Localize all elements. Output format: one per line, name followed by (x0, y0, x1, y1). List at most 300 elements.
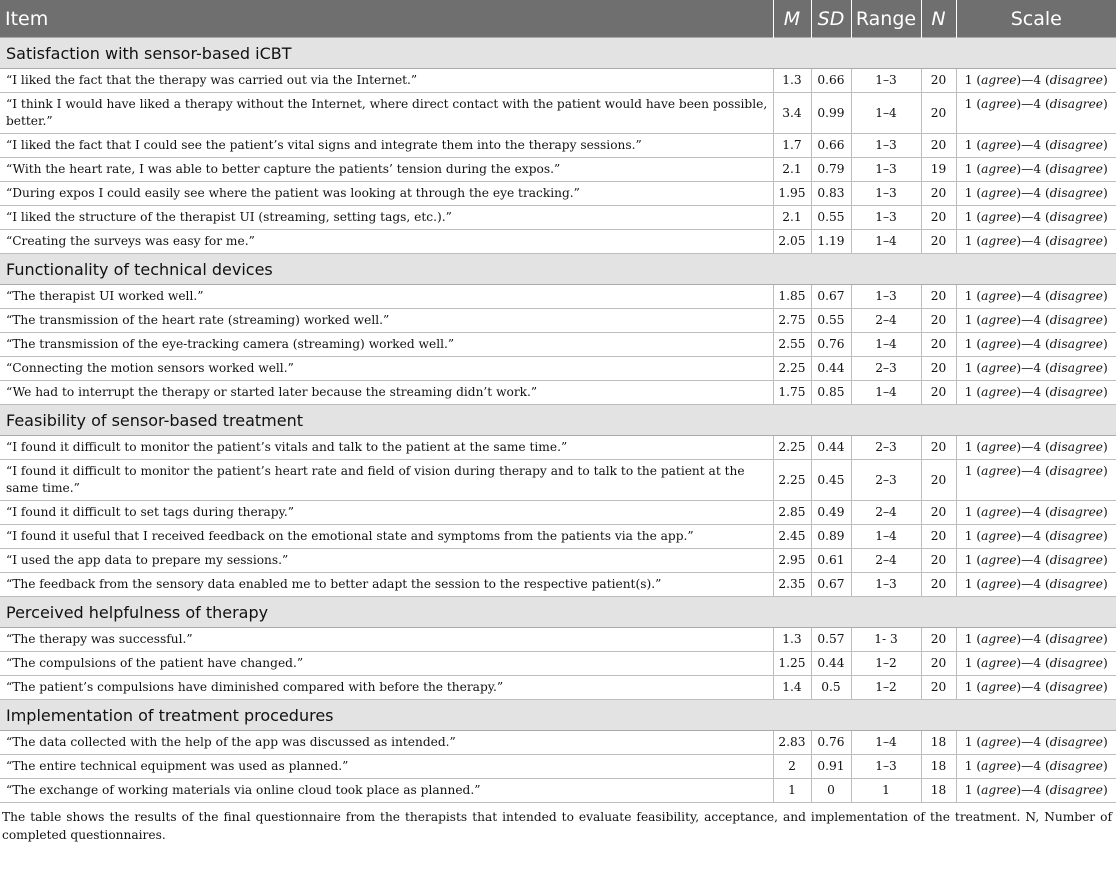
range-cell: 2–3 (851, 436, 921, 460)
scale-middle: )—4 ( (1016, 577, 1050, 591)
n-cell: 20 (921, 285, 956, 309)
scale-disagree: disagree (1049, 632, 1104, 646)
scale-agree: agree (981, 337, 1017, 351)
table-row (0, 333, 1116, 357)
scale-prefix: 1 ( (964, 440, 982, 454)
n-cell: 20 (921, 573, 956, 597)
n-cell: 20 (921, 182, 956, 206)
scale-agree: agree (981, 759, 1017, 773)
scale-prefix: 1 ( (964, 783, 982, 797)
range-cell: 1–3 (851, 573, 921, 597)
range-cell: 2–3 (851, 460, 921, 501)
scale-prefix: 1 ( (964, 138, 982, 152)
scale-prefix: 1 ( (964, 680, 982, 694)
scale-agree: agree (981, 385, 1017, 399)
section-title: Feasibility of sensor-based treatment (0, 405, 1116, 436)
table-row (0, 652, 1116, 676)
range-cell: 1–3 (851, 755, 921, 779)
n-cell: 19 (921, 158, 956, 182)
scale-middle: )—4 ( (1016, 440, 1050, 454)
table-body (0, 38, 1116, 803)
scale-suffix: ) (1103, 385, 1108, 399)
scale-agree: agree (981, 577, 1017, 591)
n-cell: 18 (921, 731, 956, 755)
range-cell: 2–3 (851, 357, 921, 381)
item-cell: “We had to interrupt the therapy or started later because the streaming didn’t work.” (0, 381, 773, 405)
scale-agree: agree (981, 553, 1017, 567)
m-cell: 2.75 (773, 309, 811, 333)
m-cell: 2.35 (773, 573, 811, 597)
scale-agree: agree (981, 162, 1017, 176)
n-cell: 20 (921, 93, 956, 134)
scale-prefix: 1 ( (964, 313, 982, 327)
table-row (0, 381, 1116, 405)
scale-agree: agree (981, 210, 1017, 224)
scale-disagree: disagree (1049, 783, 1104, 797)
scale-disagree: disagree (1049, 759, 1104, 773)
scale-middle: )—4 ( (1016, 186, 1050, 200)
scale-cell (956, 676, 1116, 700)
scale-cell (956, 549, 1116, 573)
n-cell: 20 (921, 525, 956, 549)
scale-middle: )—4 ( (1016, 656, 1050, 670)
sd-cell: 0.67 (811, 573, 851, 597)
n-cell: 20 (921, 549, 956, 573)
scale-cell (956, 134, 1116, 158)
table-row (0, 501, 1116, 525)
header-sd: SD (811, 0, 851, 38)
sd-cell: 0.89 (811, 525, 851, 549)
item-cell: “The data collected with the help of the app was discussed as intended.” (0, 731, 773, 755)
n-cell: 20 (921, 460, 956, 501)
scale-middle: )—4 ( (1016, 385, 1050, 399)
range-cell: 1–3 (851, 69, 921, 93)
scale-cell (956, 333, 1116, 357)
scale-prefix: 1 ( (964, 337, 982, 351)
scale-agree: agree (981, 529, 1017, 543)
scale-agree: agree (981, 234, 1017, 248)
m-cell: 1.3 (773, 628, 811, 652)
section-row (0, 700, 1116, 731)
sd-cell: 0.55 (811, 206, 851, 230)
m-cell: 1 (773, 779, 811, 803)
scale-cell (956, 779, 1116, 803)
scale-prefix: 1 ( (964, 464, 982, 478)
scale-cell (956, 182, 1116, 206)
header-scale: Scale (956, 0, 1116, 38)
scale-suffix: ) (1103, 553, 1108, 567)
scale-suffix: ) (1103, 577, 1108, 591)
scale-cell (956, 357, 1116, 381)
table-row (0, 628, 1116, 652)
scale-middle: )—4 ( (1016, 210, 1050, 224)
range-cell: 2–4 (851, 309, 921, 333)
scale-suffix: ) (1103, 656, 1108, 670)
n-cell: 20 (921, 652, 956, 676)
scale-disagree: disagree (1049, 505, 1104, 519)
range-cell: 1–3 (851, 285, 921, 309)
sd-cell: 0.49 (811, 501, 851, 525)
section-title: Functionality of technical devices (0, 254, 1116, 285)
m-cell: 1.75 (773, 381, 811, 405)
scale-disagree: disagree (1049, 553, 1104, 567)
scale-disagree: disagree (1049, 210, 1104, 224)
scale-disagree: disagree (1049, 162, 1104, 176)
m-cell: 2.25 (773, 357, 811, 381)
table-row (0, 93, 1116, 134)
scale-suffix: ) (1103, 73, 1108, 87)
sd-cell: 0.44 (811, 436, 851, 460)
n-cell: 20 (921, 69, 956, 93)
range-cell: 1–4 (851, 731, 921, 755)
scale-disagree: disagree (1049, 577, 1104, 591)
scale-suffix: ) (1103, 759, 1108, 773)
m-cell: 1.4 (773, 676, 811, 700)
scale-agree: agree (981, 656, 1017, 670)
scale-cell (956, 285, 1116, 309)
header-item: Item (0, 0, 773, 38)
range-cell: 1–4 (851, 525, 921, 549)
scale-suffix: ) (1103, 505, 1108, 519)
scale-agree: agree (981, 464, 1017, 478)
scale-prefix: 1 ( (964, 735, 982, 749)
sd-cell: 0.91 (811, 755, 851, 779)
item-cell: “The entire technical equipment was used as planned.” (0, 755, 773, 779)
scale-middle: )—4 ( (1016, 337, 1050, 351)
m-cell: 2.45 (773, 525, 811, 549)
scale-agree: agree (981, 97, 1017, 111)
header-m: M (773, 0, 811, 38)
m-cell: 2.83 (773, 731, 811, 755)
scale-disagree: disagree (1049, 289, 1104, 303)
range-cell: 1–3 (851, 206, 921, 230)
scale-agree: agree (981, 73, 1017, 87)
section-row (0, 254, 1116, 285)
scale-suffix: ) (1103, 313, 1108, 327)
scale-middle: )—4 ( (1016, 632, 1050, 646)
scale-prefix: 1 ( (964, 577, 982, 591)
item-cell: “The transmission of the eye-tracking camera (streaming) worked well.” (0, 333, 773, 357)
table-row (0, 158, 1116, 182)
n-cell: 20 (921, 134, 956, 158)
n-cell: 20 (921, 676, 956, 700)
range-cell: 2–4 (851, 501, 921, 525)
scale-cell (956, 69, 1116, 93)
scale-suffix: ) (1103, 361, 1108, 375)
n-cell: 20 (921, 628, 956, 652)
scale-middle: )—4 ( (1016, 162, 1050, 176)
range-cell: 1- 3 (851, 628, 921, 652)
sd-cell: 1.19 (811, 230, 851, 254)
sd-cell: 0 (811, 779, 851, 803)
scale-agree: agree (981, 505, 1017, 519)
scale-disagree: disagree (1049, 313, 1104, 327)
table-footnote: The table shows the results of the final questionnaire from the therapists that intended to evaluate feasibility, acceptance, and implementation of the treatment. N, Number of completed questionnaires. (2, 810, 1112, 842)
scale-prefix: 1 ( (964, 289, 982, 303)
sd-cell: 0.44 (811, 652, 851, 676)
scale-middle: )—4 ( (1016, 529, 1050, 543)
item-cell: “I found it difficult to set tags during therapy.” (0, 501, 773, 525)
header-row (0, 0, 1116, 38)
scale-middle: )—4 ( (1016, 505, 1050, 519)
m-cell: 2.25 (773, 460, 811, 501)
item-cell: “With the heart rate, I was able to better capture the patients’ tension during the expos.” (0, 158, 773, 182)
scale-disagree: disagree (1049, 186, 1104, 200)
scale-cell (956, 525, 1116, 549)
scale-disagree: disagree (1049, 361, 1104, 375)
header-range: Range (851, 0, 921, 38)
sd-cell: 0.61 (811, 549, 851, 573)
scale-disagree: disagree (1049, 464, 1104, 478)
section-title: Satisfaction with sensor-based iCBT (0, 38, 1116, 69)
scale-cell (956, 628, 1116, 652)
scale-suffix: ) (1103, 680, 1108, 694)
scale-middle: )—4 ( (1016, 73, 1050, 87)
m-cell: 1.25 (773, 652, 811, 676)
sd-cell: 0.85 (811, 381, 851, 405)
sd-cell: 0.83 (811, 182, 851, 206)
m-cell: 1.95 (773, 182, 811, 206)
m-cell: 2.55 (773, 333, 811, 357)
item-cell: “During expos I could easily see where the patient was looking at through the eye tracking.” (0, 182, 773, 206)
item-cell: “Connecting the motion sensors worked well.” (0, 357, 773, 381)
scale-prefix: 1 ( (964, 505, 982, 519)
range-cell: 1–3 (851, 134, 921, 158)
table-row (0, 549, 1116, 573)
item-cell: “The therapist UI worked well.” (0, 285, 773, 309)
n-cell: 20 (921, 436, 956, 460)
scale-suffix: ) (1103, 289, 1108, 303)
table-row (0, 357, 1116, 381)
scale-suffix: ) (1103, 464, 1108, 478)
scale-middle: )—4 ( (1016, 735, 1050, 749)
range-cell: 1–4 (851, 230, 921, 254)
item-cell: “The therapy was successful.” (0, 628, 773, 652)
sd-cell: 0.76 (811, 731, 851, 755)
sd-cell: 0.66 (811, 69, 851, 93)
scale-agree: agree (981, 632, 1017, 646)
table-row (0, 69, 1116, 93)
scale-cell (956, 206, 1116, 230)
scale-middle: )—4 ( (1016, 97, 1050, 111)
item-cell: “I liked the fact that the therapy was carried out via the Internet.” (0, 69, 773, 93)
range-cell: 1–3 (851, 158, 921, 182)
table-row (0, 755, 1116, 779)
table-row (0, 460, 1116, 501)
scale-disagree: disagree (1049, 440, 1104, 454)
scale-agree: agree (981, 783, 1017, 797)
item-cell: “I liked the structure of the therapist UI (streaming, setting tags, etc.).” (0, 206, 773, 230)
scale-disagree: disagree (1049, 234, 1104, 248)
m-cell: 1.7 (773, 134, 811, 158)
scale-disagree: disagree (1049, 97, 1104, 111)
scale-cell (956, 309, 1116, 333)
item-cell: “I found it difficult to monitor the patient’s vitals and talk to the patient at the same time.” (0, 436, 773, 460)
scale-disagree: disagree (1049, 735, 1104, 749)
section-title: Perceived helpfulness of therapy (0, 597, 1116, 628)
range-cell: 1–4 (851, 381, 921, 405)
header-n: N (921, 0, 956, 38)
item-cell: “The compulsions of the patient have changed.” (0, 652, 773, 676)
table-row (0, 676, 1116, 700)
scale-prefix: 1 ( (964, 553, 982, 567)
scale-suffix: ) (1103, 632, 1108, 646)
scale-agree: agree (981, 440, 1017, 454)
sd-cell: 0.5 (811, 676, 851, 700)
scale-cell (956, 731, 1116, 755)
table-row (0, 309, 1116, 333)
table-row (0, 436, 1116, 460)
m-cell: 2.25 (773, 436, 811, 460)
scale-agree: agree (981, 186, 1017, 200)
scale-prefix: 1 ( (964, 656, 982, 670)
scale-cell (956, 755, 1116, 779)
scale-suffix: ) (1103, 97, 1108, 111)
table-row (0, 182, 1116, 206)
scale-middle: )—4 ( (1016, 361, 1050, 375)
m-cell: 3.4 (773, 93, 811, 134)
m-cell: 2 (773, 755, 811, 779)
scale-cell (956, 460, 1116, 501)
scale-prefix: 1 ( (964, 97, 982, 111)
scale-middle: )—4 ( (1016, 234, 1050, 248)
m-cell: 1.3 (773, 69, 811, 93)
scale-prefix: 1 ( (964, 73, 982, 87)
scale-cell (956, 158, 1116, 182)
sd-cell: 0.76 (811, 333, 851, 357)
scale-prefix: 1 ( (964, 385, 982, 399)
scale-cell (956, 652, 1116, 676)
n-cell: 20 (921, 357, 956, 381)
sd-cell: 0.44 (811, 357, 851, 381)
table-row (0, 573, 1116, 597)
scale-agree: agree (981, 680, 1017, 694)
item-cell: “I think I would have liked a therapy without the Internet, where direct contact with the patient would have been possible, better.” (0, 93, 773, 134)
scale-middle: )—4 ( (1016, 553, 1050, 567)
range-cell: 1–4 (851, 93, 921, 134)
table-row (0, 230, 1116, 254)
scale-suffix: ) (1103, 337, 1108, 351)
item-cell: “The exchange of working materials via online cloud took place as planned.” (0, 779, 773, 803)
item-cell: “I found it useful that I received feedback on the emotional state and symptoms from the patients via the app.” (0, 525, 773, 549)
scale-agree: agree (981, 735, 1017, 749)
sd-cell: 0.66 (811, 134, 851, 158)
sd-cell: 0.79 (811, 158, 851, 182)
scale-suffix: ) (1103, 529, 1108, 543)
sd-cell: 0.67 (811, 285, 851, 309)
scale-disagree: disagree (1049, 337, 1104, 351)
scale-prefix: 1 ( (964, 186, 982, 200)
scale-cell (956, 501, 1116, 525)
sd-cell: 0.55 (811, 309, 851, 333)
range-cell: 1–4 (851, 333, 921, 357)
scale-suffix: ) (1103, 162, 1108, 176)
range-cell: 1–2 (851, 676, 921, 700)
item-cell: “The feedback from the sensory data enabled me to better adapt the session to the respective patient(s).” (0, 573, 773, 597)
n-cell: 18 (921, 755, 956, 779)
scale-cell (956, 381, 1116, 405)
scale-cell (956, 573, 1116, 597)
scale-middle: )—4 ( (1016, 138, 1050, 152)
range-cell: 1–3 (851, 182, 921, 206)
sd-cell: 0.99 (811, 93, 851, 134)
scale-middle: )—4 ( (1016, 783, 1050, 797)
section-row (0, 405, 1116, 436)
scale-disagree: disagree (1049, 73, 1104, 87)
scale-prefix: 1 ( (964, 759, 982, 773)
scale-prefix: 1 ( (964, 234, 982, 248)
sd-cell: 0.57 (811, 628, 851, 652)
scale-prefix: 1 ( (964, 162, 982, 176)
scale-middle: )—4 ( (1016, 313, 1050, 327)
scale-prefix: 1 ( (964, 210, 982, 224)
section-row (0, 597, 1116, 628)
scale-disagree: disagree (1049, 529, 1104, 543)
scale-disagree: disagree (1049, 680, 1104, 694)
table-row (0, 779, 1116, 803)
section-row (0, 38, 1116, 69)
scale-cell (956, 436, 1116, 460)
item-cell: “I found it difficult to monitor the patient’s heart rate and field of vision during therapy and to talk to the patient at the same time.” (0, 460, 773, 501)
scale-middle: )—4 ( (1016, 289, 1050, 303)
table-row (0, 206, 1116, 230)
item-cell: “The patient’s compulsions have diminished compared with before the therapy.” (0, 676, 773, 700)
m-cell: 2.85 (773, 501, 811, 525)
m-cell: 2.1 (773, 158, 811, 182)
item-cell: “Creating the surveys was easy for me.” (0, 230, 773, 254)
scale-disagree: disagree (1049, 385, 1104, 399)
range-cell: 1 (851, 779, 921, 803)
n-cell: 20 (921, 230, 956, 254)
scale-prefix: 1 ( (964, 361, 982, 375)
item-cell: “The transmission of the heart rate (streaming) worked well.” (0, 309, 773, 333)
m-cell: 1.85 (773, 285, 811, 309)
range-cell: 1–2 (851, 652, 921, 676)
table-row (0, 134, 1116, 158)
scale-agree: agree (981, 361, 1017, 375)
n-cell: 20 (921, 309, 956, 333)
table-row (0, 525, 1116, 549)
m-cell: 2.1 (773, 206, 811, 230)
n-cell: 20 (921, 206, 956, 230)
scale-disagree: disagree (1049, 138, 1104, 152)
scale-prefix: 1 ( (964, 632, 982, 646)
scale-suffix: ) (1103, 735, 1108, 749)
scale-suffix: ) (1103, 186, 1108, 200)
m-cell: 2.95 (773, 549, 811, 573)
scale-prefix: 1 ( (964, 529, 982, 543)
scale-agree: agree (981, 138, 1017, 152)
scale-suffix: ) (1103, 783, 1108, 797)
table-row (0, 285, 1116, 309)
scale-middle: )—4 ( (1016, 759, 1050, 773)
section-title: Implementation of treatment procedures (0, 700, 1116, 731)
scale-suffix: ) (1103, 138, 1108, 152)
scale-cell (956, 93, 1116, 134)
n-cell: 20 (921, 333, 956, 357)
sd-cell: 0.45 (811, 460, 851, 501)
table-row (0, 731, 1116, 755)
scale-disagree: disagree (1049, 656, 1104, 670)
item-cell: “I used the app data to prepare my sessions.” (0, 549, 773, 573)
scale-suffix: ) (1103, 234, 1108, 248)
scale-agree: agree (981, 289, 1017, 303)
n-cell: 20 (921, 381, 956, 405)
n-cell: 18 (921, 779, 956, 803)
n-cell: 20 (921, 501, 956, 525)
scale-middle: )—4 ( (1016, 464, 1050, 478)
item-cell: “I liked the fact that I could see the patient’s vital signs and integrate them into the therapy sessions.” (0, 134, 773, 158)
